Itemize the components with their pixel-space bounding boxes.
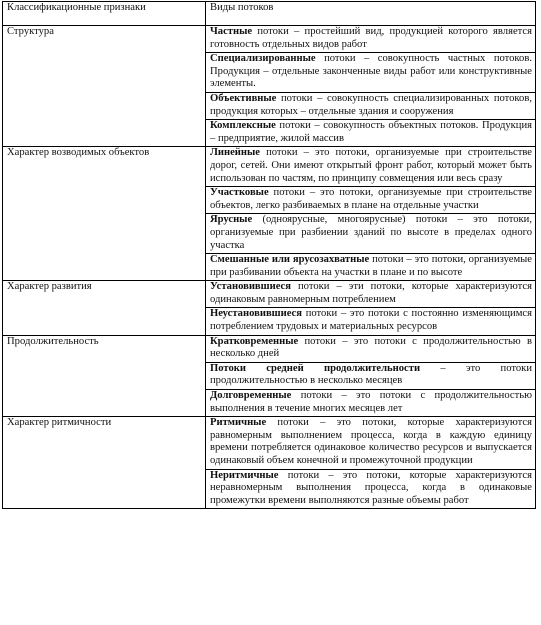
flow-type-description: потоки – совокупность частных потоков. Продукция – отдельные законченные виды работ или конструктивные элементы. [210, 53, 532, 90]
flow-type-description: (одноярусные, многоярусные) потоки – это потоки, организуемые при разбиении зданий по высоте в пределах одного участка [210, 214, 532, 251]
flow-type-cell [206, 53, 536, 93]
flow-type-cell [206, 120, 536, 147]
flow-type-term: Комплексные [210, 120, 276, 132]
flow-type-description: – это потоки продолжительностью в несколько месяцев [210, 362, 532, 387]
flow-type-description: потоки – простейший вид, продукцией которого является готовность отдельных видов работ [210, 26, 532, 50]
header-flow-types: Виды потоков [206, 2, 536, 26]
flow-type-cell [206, 417, 536, 469]
table-row [3, 26, 536, 53]
flow-type-cell [206, 92, 536, 119]
criterion-cell: Характер возводимых объектов [3, 147, 206, 281]
flow-type-term: Неритмичные [210, 469, 279, 481]
flow-type-term: Объективные [210, 92, 277, 104]
flow-type-cell [206, 147, 536, 187]
criterion-cell: Характер ритмичности [3, 417, 206, 509]
flow-type-description: потоки – это потоки, организуемые при строительстве объектов, легко разбиваемых в плане на отдельные участки [210, 187, 532, 211]
flow-type-cell [206, 469, 536, 509]
flow-type-description: потоки – это потоки, которые характеризуются неравномерным выполнения процесса, когда в одинаковые промежутки времени выполняются разные объемы работ [210, 469, 532, 506]
table-row [3, 335, 536, 362]
table-row [3, 417, 536, 469]
flow-type-description: потоки – это потоки, организуемые при строительстве дорог, сетей. Они имеют открытый фронт работ, который может быть использован по частям, по принципу совмещения или весь сразу [210, 147, 532, 184]
table-header-row [3, 2, 536, 26]
flow-type-cell [206, 254, 536, 281]
flow-type-cell [206, 390, 536, 417]
criterion-cell: Продолжительность [3, 335, 206, 417]
flow-type-description: потоки – это потоки, организуемые при разбивании объекта на участки в плане и по высоте [210, 254, 532, 278]
flow-type-cell [206, 335, 536, 362]
flow-type-description: потоки – это потоки с постоянно изменяющимся потреблением трудовых и материальных ресурсов [210, 308, 532, 333]
flow-type-cell [206, 362, 536, 389]
flow-type-term: Смешанные или ярусозахватные [210, 254, 370, 266]
flow-type-description: потоки – эти потоки, которые характеризуются одинаковым равномерным потреблением [210, 281, 532, 305]
flow-type-term: Потоки средней продолжительности [210, 362, 421, 374]
flow-classification-table [2, 1, 536, 509]
flow-type-term: Неустановившиеся [210, 308, 302, 320]
criterion-cell: Структура [3, 26, 206, 147]
flow-type-description: потоки – это потоки, которые характеризуются равномерным выполнением процесса, когда в каждую единицу времени потребляется одинаковое количество ресурсов и выпускается одинаковый объем конечной и промежуточной продукции [210, 417, 532, 466]
flow-type-cell [206, 308, 536, 335]
flow-type-description: потоки – совокупность объектных потоков. Продукция – предприятие, жилой массив [210, 120, 532, 144]
table-row [3, 281, 536, 308]
flow-type-cell [206, 214, 536, 254]
flow-type-term: Ярусные [210, 214, 253, 226]
flow-type-term: Кратковременные [210, 335, 299, 347]
flow-type-term: Установившиеся [210, 281, 291, 293]
criterion-cell: Характер развития [3, 281, 206, 335]
flow-type-term: Ритмичные [210, 417, 267, 429]
flow-type-cell [206, 281, 536, 308]
flow-type-term: Специализированные [210, 53, 316, 65]
flow-type-cell [206, 26, 536, 53]
flow-type-description: потоки – совокупность специализированных потоков, продукция которых – отдельные здания и сооружения [210, 92, 532, 117]
flow-type-description: потоки – это потоки с продолжительностью в несколько дней [210, 335, 532, 360]
flow-type-term: Участковые [210, 187, 269, 199]
flow-type-term: Линейные [210, 147, 260, 159]
flow-type-cell [206, 187, 536, 214]
flow-type-term: Долговременные [210, 390, 292, 402]
flow-type-description: потоки – это потоки с продолжительностью выполнения в течение многих месяцев лет [210, 390, 532, 414]
header-classification-criteria: Классификационные признаки [3, 2, 206, 26]
table-row [3, 147, 536, 187]
flow-type-term: Частные [210, 26, 253, 37]
